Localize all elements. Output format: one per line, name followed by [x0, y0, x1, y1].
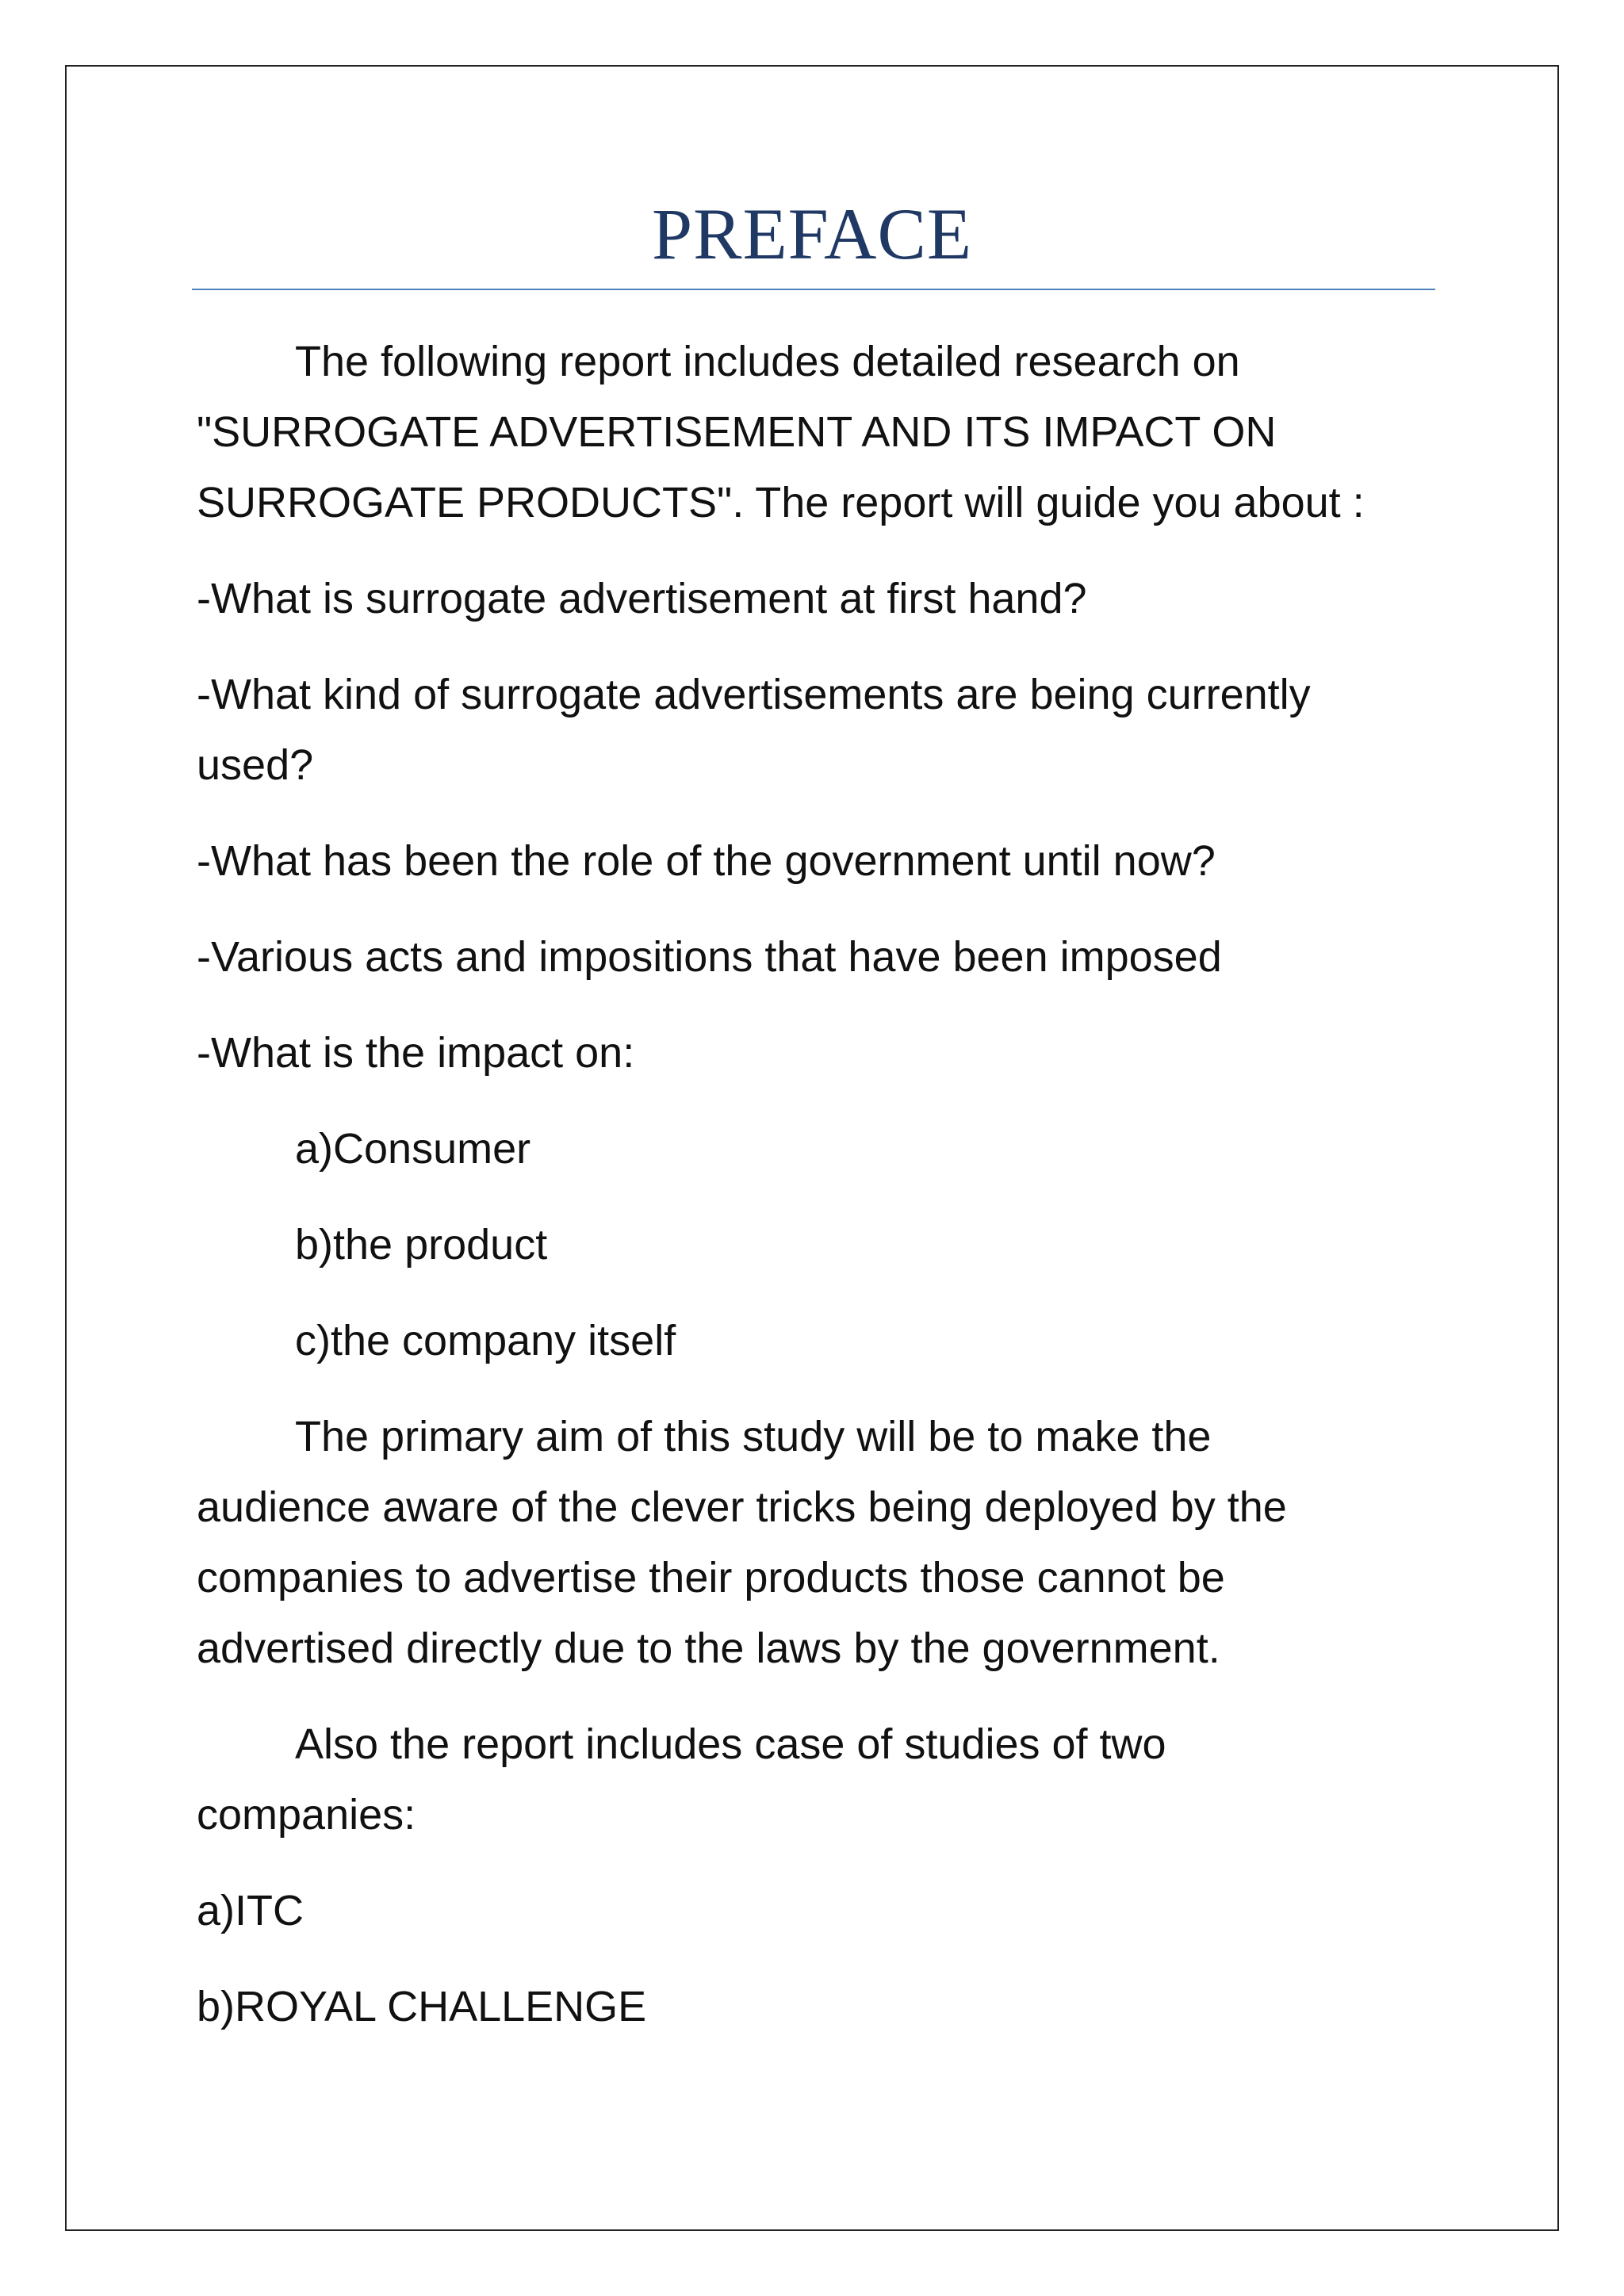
impact-item: [197, 1306, 1450, 1376]
impact-item: [197, 1210, 1450, 1280]
impact-item: [197, 1114, 1450, 1184]
aim-paragraph: [197, 1402, 1450, 1684]
intro-line: The following report includes detailed research on: [295, 338, 1240, 385]
question-text: -What kind of surrogate advertisements are being currently: [197, 671, 1311, 718]
aim-line: The primary aim of this study will be to make the: [295, 1413, 1212, 1460]
question-text: -Various acts and impositions that have been imposed: [197, 933, 1222, 981]
question-item: [197, 826, 1450, 897]
case-text: a)ITC: [197, 1887, 304, 1934]
impact-text: a)Consumer: [295, 1125, 531, 1173]
impact-text: b)the product: [295, 1221, 548, 1269]
cases-intro-paragraph: [197, 1709, 1450, 1850]
intro-line: "SURROGATE ADVERTISEMENT AND ITS IMPACT ON: [197, 408, 1277, 456]
question-text: -What has been the role of the government until now?: [197, 837, 1216, 885]
intro-line: SURROGATE PRODUCTS". The report will guide you about :: [197, 479, 1365, 526]
aim-line: advertised directly due to the laws by the government.: [197, 1624, 1220, 1672]
aim-line: audience aware of the clever tricks being deployed by the: [197, 1483, 1287, 1531]
question-item: [197, 660, 1450, 801]
page-title: PREFACE: [651, 193, 973, 274]
document-body: [197, 327, 1450, 2068]
cases-intro-line: Also the report includes case of studies of two: [295, 1720, 1166, 1768]
impact-text: c)the company itself: [295, 1317, 676, 1364]
title-underline: [192, 289, 1435, 290]
case-text: b)ROYAL CHALLENGE: [197, 1983, 647, 2030]
question-text: -What is surrogate advertisement at first hand?: [197, 575, 1087, 622]
question-text: -What is the impact on:: [197, 1029, 635, 1077]
question-item: [197, 1018, 1450, 1089]
question-item: [197, 564, 1450, 634]
question-item: [197, 922, 1450, 993]
intro-paragraph: [197, 327, 1450, 538]
aim-line: companies to advertise their products those cannot be: [197, 1554, 1225, 1601]
question-text: used?: [197, 741, 314, 789]
cases-intro-line: companies:: [197, 1791, 416, 1839]
case-item: [197, 1972, 1450, 2042]
case-item: [197, 1876, 1450, 1946]
